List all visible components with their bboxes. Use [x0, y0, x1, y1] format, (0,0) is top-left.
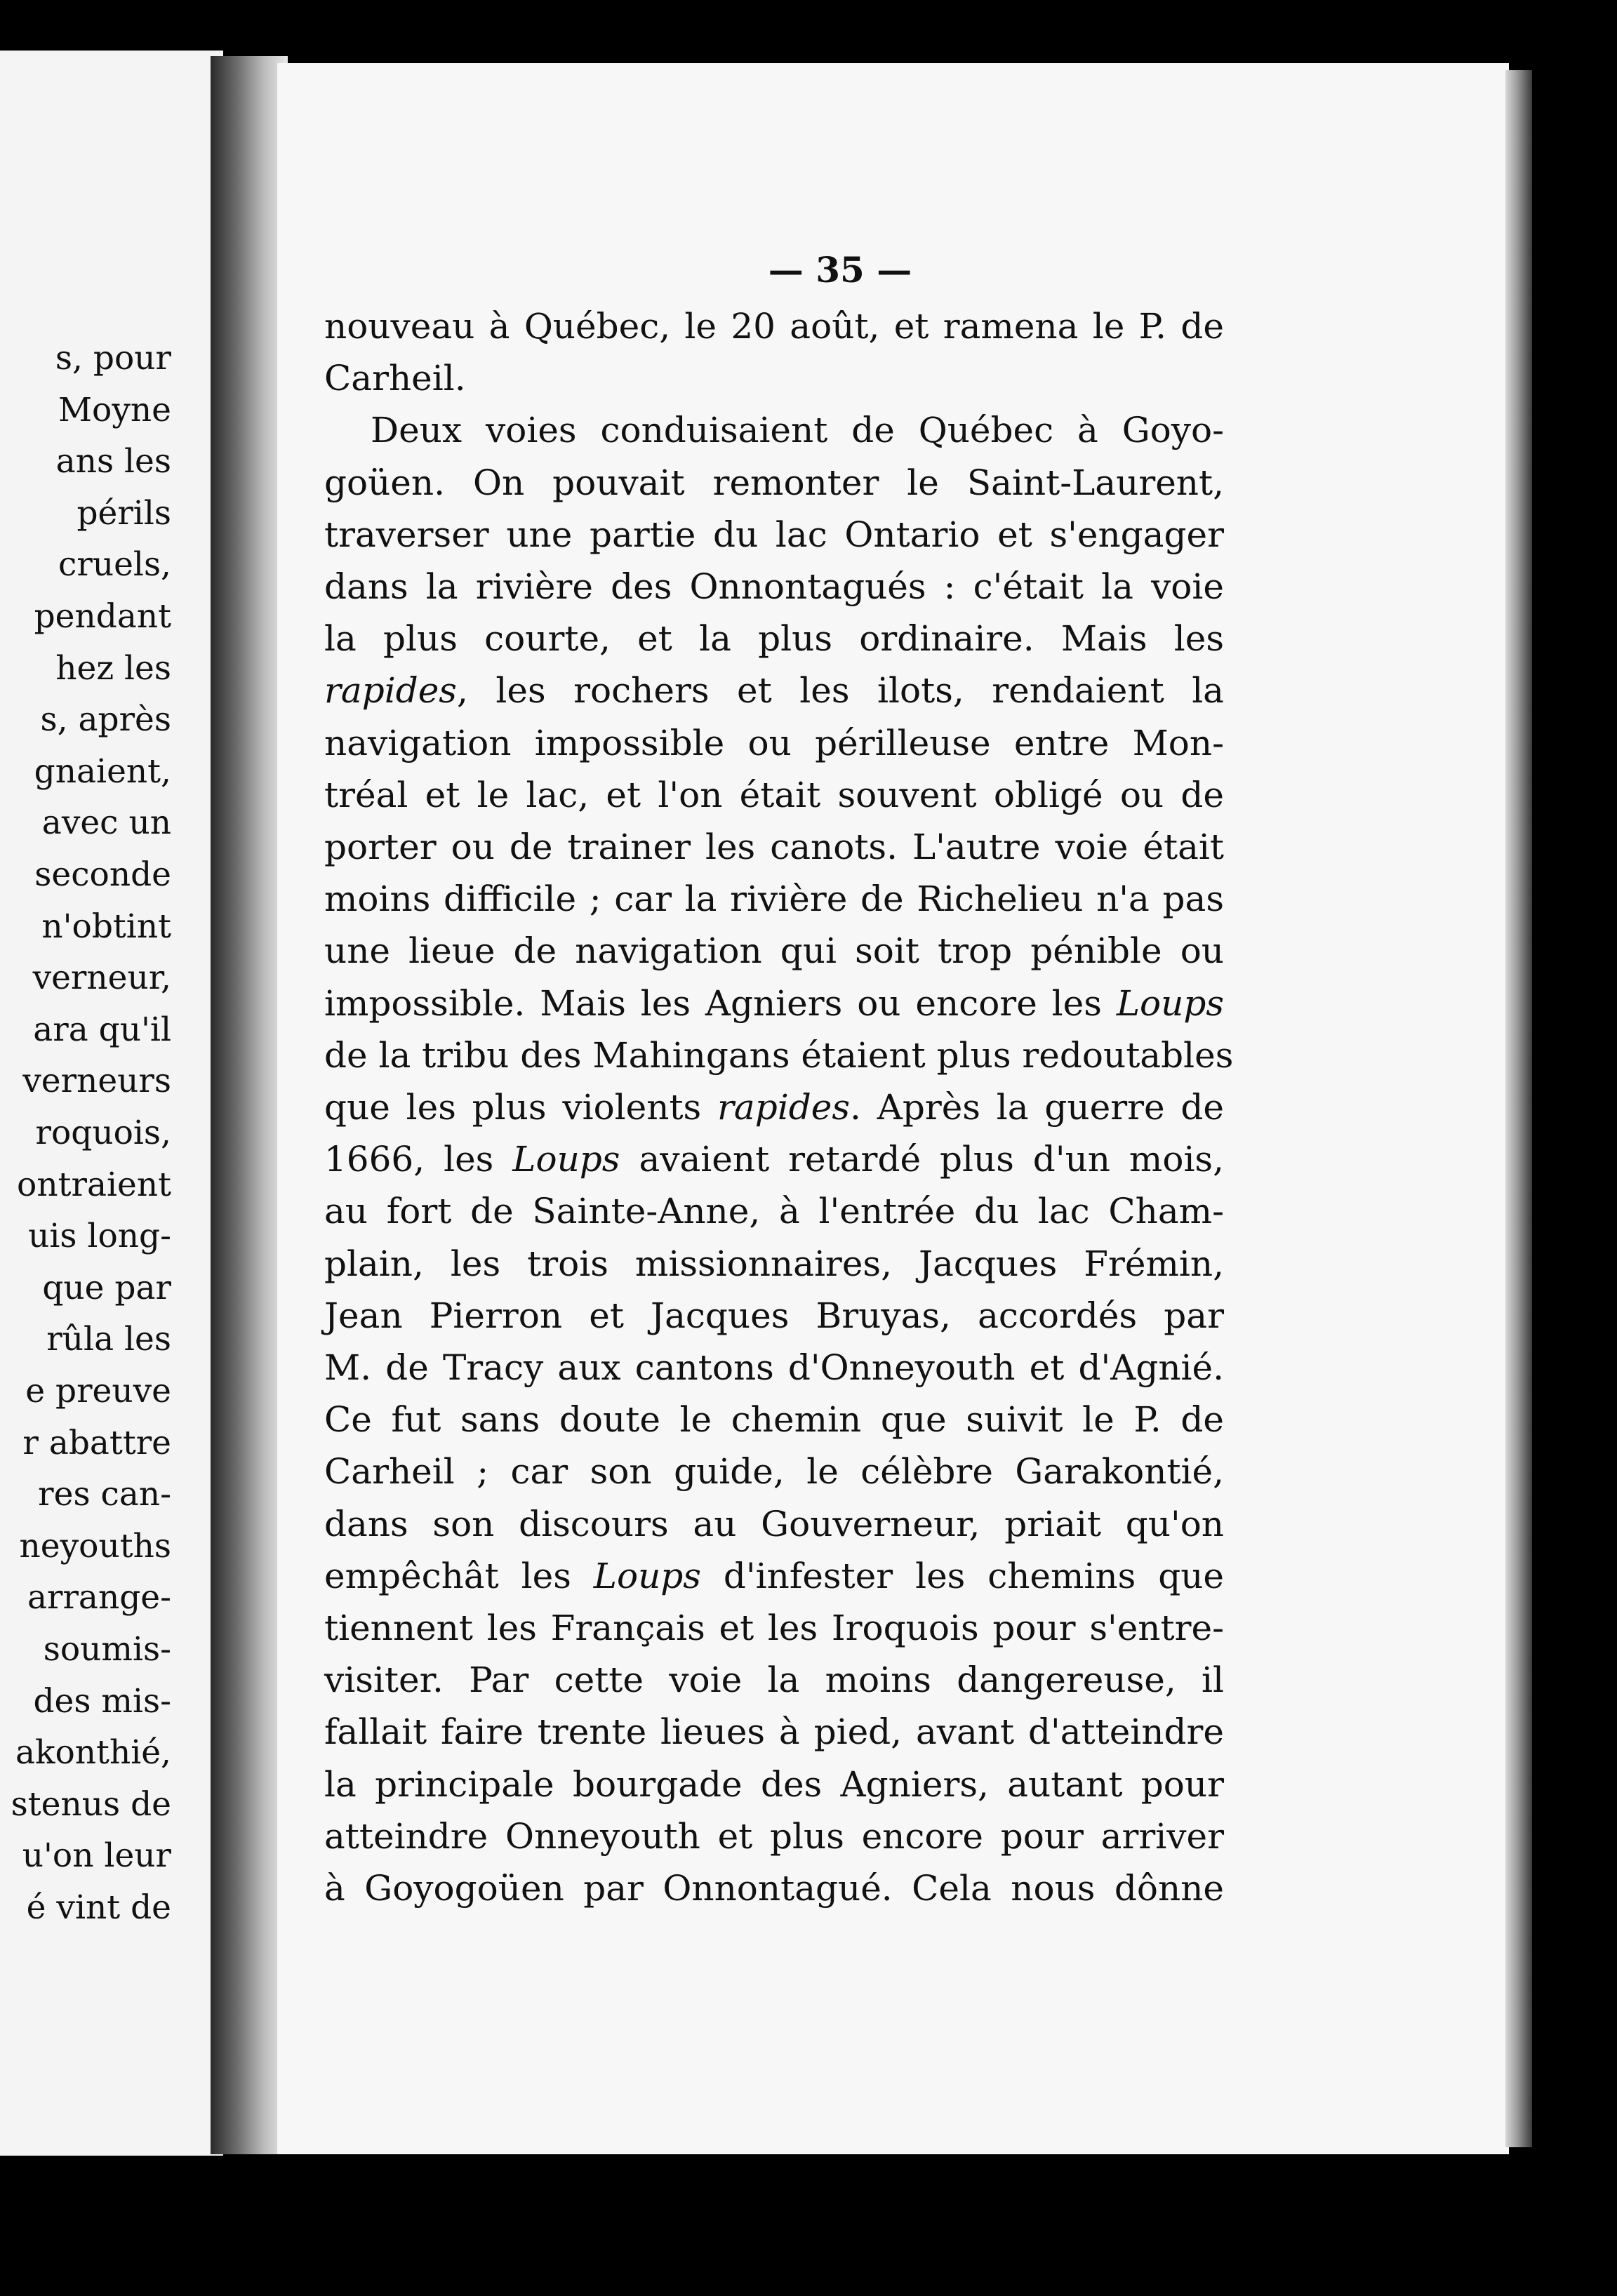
- italic-word: rapides: [324, 670, 457, 712]
- italic-word: Loups: [1116, 982, 1224, 1024]
- text-segment: de la tribu des Mahingans étaient plus redoutables: [324, 1034, 1234, 1076]
- left-page-line: ontraient: [17, 1165, 171, 1204]
- text-segment: M. de Tracy aux cantons d'Onneyouth et d'Agnié.: [324, 1347, 1224, 1388]
- text-line: [324, 670, 1224, 712]
- text-segment: la principale bourgade des Agniers, autant pour: [324, 1763, 1224, 1805]
- text-line: [324, 306, 1224, 347]
- left-page-line: s, après: [40, 700, 171, 740]
- left-page-line: seconde: [34, 855, 171, 894]
- text-line: [324, 1610, 1224, 1646]
- left-page-line: ans les: [55, 442, 171, 481]
- left-page-line: verneur,: [32, 959, 171, 998]
- text-segment: traverser une partie du lac Ontario et s'engager: [324, 514, 1224, 555]
- text-line: [324, 1815, 1224, 1857]
- text-segment: moins difficile ; car la rivière de Richelieu n'a pas: [324, 879, 1224, 920]
- text-segment: 1666, les: [324, 1139, 513, 1180]
- left-page-line: e preuve: [25, 1372, 171, 1410]
- text-line: [324, 774, 1224, 815]
- left-page-line: é vint de: [26, 1888, 171, 1927]
- text-segment: plain, les trois missionnaires, Jacques Frémin,: [324, 1243, 1224, 1284]
- text-segment: Jean Pierron et Jacques Bruyas, accordés par: [324, 1295, 1224, 1336]
- text-line: [324, 982, 1224, 1024]
- text-line: [324, 1763, 1224, 1805]
- text-line: [324, 1868, 1224, 1909]
- text-segment: tréal et le lac, et l'on était souvent obligé ou de: [324, 774, 1224, 815]
- text-line: [324, 1243, 1224, 1284]
- text-line: [371, 410, 1224, 451]
- left-page-line: n'obtint: [41, 907, 171, 946]
- left-page: [0, 51, 223, 2156]
- text-segment: Carheil.: [324, 358, 466, 399]
- text-segment: empêchât les: [324, 1555, 594, 1596]
- left-page-line: stenus de: [11, 1784, 171, 1824]
- text-segment: Deux voies conduisaient de Québec à Goyo-: [371, 410, 1224, 451]
- text-segment: dans la rivière des Onnontagués : c'était la voie: [324, 566, 1224, 607]
- left-page-line: res can-: [38, 1475, 171, 1514]
- text-segment: goüen. On pouvait remonter le Saint-Laurent,: [324, 462, 1224, 503]
- left-page-line: u'on leur: [22, 1836, 171, 1876]
- italic-word: Loups: [593, 1555, 701, 1596]
- left-page-line: soumis-: [43, 1630, 171, 1669]
- text-line: [324, 1139, 1224, 1180]
- page-number: — 35 —: [768, 249, 912, 291]
- text-line: [324, 514, 1224, 555]
- text-line: [324, 879, 1224, 920]
- left-page-line: neyouths: [19, 1526, 171, 1566]
- text-segment: . Après la guerre de: [850, 1087, 1224, 1128]
- left-page-line: pendant: [34, 597, 171, 636]
- text-line: [324, 1347, 1224, 1388]
- left-page-line: avec un: [41, 803, 171, 843]
- text-line: [324, 930, 1224, 972]
- book-gutter: [211, 56, 288, 2154]
- left-page-line: uis long-: [28, 1217, 171, 1256]
- left-page-line: arrange-: [27, 1578, 171, 1617]
- left-page-line: verneurs: [22, 1062, 171, 1101]
- text-line: [324, 1503, 1224, 1544]
- text-segment: atteindre Onneyouth et plus encore pour arriver: [324, 1815, 1224, 1857]
- text-segment: porter ou de trainer les canots. L'autre voie était: [324, 827, 1224, 867]
- text-line: [324, 1451, 1224, 1493]
- text-segment: nouveau à Québec, le 20 août, et ramena le P. de: [324, 306, 1224, 347]
- text-line: [324, 1660, 1224, 1701]
- text-segment: impossible. Mais les Agniers ou encore les: [324, 982, 1117, 1024]
- italic-word: rapides: [717, 1087, 850, 1128]
- left-page-line: des mis-: [33, 1681, 171, 1721]
- text-line: [324, 358, 1224, 399]
- text-segment: visiter. Par cette voie la moins dangereuse, il: [324, 1660, 1224, 1701]
- text-segment: que les plus violents: [324, 1087, 718, 1128]
- text-segment: au fort de Sainte-Anne, à l'entrée du lac Cham-: [324, 1191, 1224, 1232]
- left-page-line: akonthié,: [15, 1733, 171, 1773]
- text-segment: fallait faire trente lieues à pied, avant d'atteindre: [324, 1711, 1224, 1753]
- left-page-line: Moyne: [58, 390, 171, 429]
- left-page-line: gnaient,: [34, 752, 171, 791]
- text-line: [324, 1191, 1224, 1232]
- text-line: [324, 829, 1224, 865]
- text-line: [324, 566, 1224, 607]
- text-segment: Ce fut sans doute le chemin que suivit le P. de: [324, 1399, 1224, 1441]
- text-segment: dans son discours au Gouverneur, priait qu'on: [324, 1503, 1224, 1544]
- left-page-line: ara qu'il: [33, 1010, 171, 1049]
- text-segment: avaient retardé plus d'un mois,: [620, 1139, 1224, 1180]
- text-line: [324, 1087, 1224, 1128]
- text-line: [324, 618, 1224, 660]
- italic-word: Loups: [512, 1139, 620, 1180]
- text-line: [324, 1034, 1234, 1076]
- left-page-line: s, pour: [55, 339, 171, 378]
- text-segment: à Goyogoüen par Onnontagué. Cela nous dônne: [324, 1868, 1224, 1909]
- left-page-line: rûla les: [46, 1320, 171, 1359]
- text-line: [324, 722, 1224, 763]
- left-page-line: r abattre: [22, 1423, 171, 1462]
- text-segment: d'infester les chemins que: [700, 1555, 1224, 1596]
- text-segment: Carheil ; car son guide, le célèbre Garakontié,: [324, 1451, 1224, 1493]
- text-segment: navigation impossible ou périlleuse entre Mon-: [324, 722, 1224, 763]
- left-page-line: cruels,: [58, 545, 171, 585]
- page-edge: [1505, 70, 1532, 2147]
- text-segment: la plus courte, et la plus ordinaire. Mais les: [324, 618, 1224, 660]
- text-segment: une lieue de navigation qui soit trop pénible ou: [324, 930, 1224, 972]
- text-line: [324, 462, 1224, 503]
- text-segment: , les rochers et les ilots, rendaient la: [456, 670, 1224, 712]
- text-line: [324, 1711, 1224, 1753]
- left-page-line: roquois,: [35, 1114, 171, 1152]
- left-page-line: que par: [42, 1268, 171, 1307]
- text-line: [324, 1399, 1224, 1441]
- left-page-line: hez les: [55, 648, 171, 688]
- text-line: [324, 1555, 1224, 1596]
- text-segment: tiennent les Français et les Iroquois pour s'entre-: [324, 1608, 1224, 1648]
- text-line: [324, 1295, 1224, 1336]
- left-page-line: périls: [76, 493, 171, 533]
